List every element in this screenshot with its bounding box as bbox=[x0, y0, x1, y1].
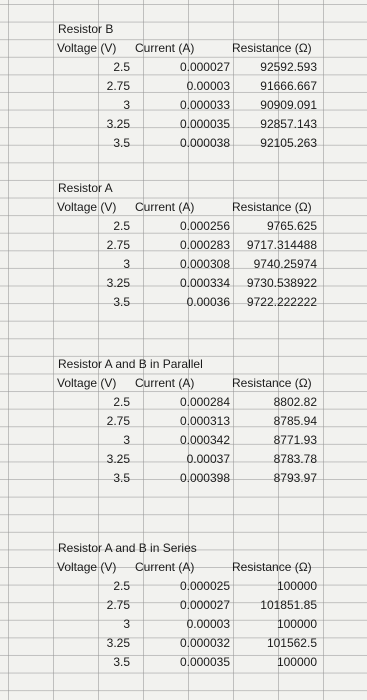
table-row bbox=[0, 274, 367, 293]
current-cell[interactable]: 0.00036 bbox=[186, 295, 230, 309]
current-cell[interactable]: 0.000313 bbox=[179, 414, 230, 428]
resistance-cell[interactable]: 8783.78 bbox=[273, 452, 317, 466]
current-cell[interactable]: 0.000033 bbox=[179, 98, 230, 112]
table-row bbox=[0, 217, 367, 236]
table-title[interactable]: Resistor A and B in Parallel bbox=[58, 357, 203, 371]
current-cell[interactable]: 0.000035 bbox=[179, 655, 230, 669]
header-voltage[interactable]: Voltage (V) bbox=[57, 200, 117, 214]
resistance-cell[interactable]: 100000 bbox=[276, 655, 317, 669]
current-cell[interactable]: 0.000038 bbox=[179, 136, 230, 150]
table-row bbox=[0, 615, 367, 634]
voltage-cell[interactable]: 3.5 bbox=[113, 655, 130, 669]
current-cell[interactable]: 0.000027 bbox=[179, 598, 230, 612]
table-row bbox=[0, 393, 367, 412]
table-row bbox=[0, 469, 367, 488]
voltage-cell[interactable]: 3.25 bbox=[106, 452, 130, 466]
header-current[interactable]: Current (A) bbox=[135, 560, 195, 574]
resistance-cell[interactable]: 101562.5 bbox=[266, 636, 317, 650]
table-row bbox=[0, 134, 367, 153]
header-resistance[interactable]: Resistance (Ω) bbox=[232, 376, 312, 390]
header-resistance[interactable]: Resistance (Ω) bbox=[232, 200, 312, 214]
table-row bbox=[0, 431, 367, 450]
voltage-cell[interactable]: 3.5 bbox=[113, 471, 130, 485]
voltage-cell[interactable]: 2.5 bbox=[113, 395, 130, 409]
voltage-cell[interactable]: 3 bbox=[123, 257, 130, 271]
voltage-cell[interactable]: 2.5 bbox=[113, 579, 130, 593]
table-row bbox=[0, 255, 367, 274]
resistance-cell[interactable]: 91666.667 bbox=[260, 79, 317, 93]
current-cell[interactable]: 0.000284 bbox=[179, 395, 230, 409]
table-title[interactable]: Resistor B bbox=[58, 22, 114, 36]
header-resistance[interactable]: Resistance (Ω) bbox=[232, 41, 312, 55]
table-row bbox=[0, 577, 367, 596]
current-cell[interactable]: 0.00003 bbox=[186, 79, 230, 93]
resistance-cell[interactable]: 8785.94 bbox=[273, 414, 317, 428]
resistance-cell[interactable]: 9765.625 bbox=[266, 219, 317, 233]
voltage-cell[interactable]: 3 bbox=[123, 433, 130, 447]
table-row bbox=[0, 115, 367, 134]
voltage-cell[interactable]: 3 bbox=[123, 98, 130, 112]
resistance-cell[interactable]: 100000 bbox=[276, 617, 317, 631]
voltage-cell[interactable]: 3 bbox=[123, 617, 130, 631]
table-row bbox=[0, 450, 367, 469]
current-cell[interactable]: 0.00037 bbox=[186, 452, 230, 466]
voltage-cell[interactable]: 2.75 bbox=[106, 598, 130, 612]
table-row bbox=[0, 58, 367, 77]
current-cell[interactable]: 0.000032 bbox=[179, 636, 230, 650]
table-row bbox=[0, 412, 367, 431]
voltage-cell[interactable]: 3.25 bbox=[106, 276, 130, 290]
voltage-cell[interactable]: 2.5 bbox=[113, 60, 130, 74]
table-row bbox=[0, 596, 367, 615]
header-current[interactable]: Current (A) bbox=[135, 200, 195, 214]
current-cell[interactable]: 0.000283 bbox=[179, 238, 230, 252]
table-row bbox=[0, 634, 367, 653]
voltage-cell[interactable]: 2.5 bbox=[113, 219, 130, 233]
resistance-cell[interactable]: 100000 bbox=[276, 579, 317, 593]
voltage-cell[interactable]: 2.75 bbox=[106, 414, 130, 428]
resistance-cell[interactable]: 8793.97 bbox=[273, 471, 317, 485]
resistance-cell[interactable]: 9730.538922 bbox=[246, 276, 317, 290]
table-resistor-b bbox=[0, 20, 367, 153]
table-title[interactable]: Resistor A bbox=[58, 181, 113, 195]
voltage-cell[interactable]: 2.75 bbox=[106, 238, 130, 252]
resistance-cell[interactable]: 101851.85 bbox=[260, 598, 317, 612]
resistance-cell[interactable]: 92592.593 bbox=[260, 60, 317, 74]
resistance-cell[interactable]: 8771.93 bbox=[273, 433, 317, 447]
header-resistance[interactable]: Resistance (Ω) bbox=[232, 560, 312, 574]
resistance-cell[interactable]: 9722.222222 bbox=[246, 295, 317, 309]
table-row bbox=[0, 96, 367, 115]
resistance-cell[interactable]: 8802.82 bbox=[273, 395, 317, 409]
table-row bbox=[0, 293, 367, 312]
table-row bbox=[0, 653, 367, 672]
table-title[interactable]: Resistor A and B in Series bbox=[58, 541, 197, 555]
current-cell[interactable]: 0.000334 bbox=[179, 276, 230, 290]
resistance-cell[interactable]: 9717.314488 bbox=[246, 238, 317, 252]
table-series bbox=[0, 539, 367, 672]
header-voltage[interactable]: Voltage (V) bbox=[57, 560, 117, 574]
table-row bbox=[0, 77, 367, 96]
current-cell[interactable]: 0.000308 bbox=[179, 257, 230, 271]
table-parallel bbox=[0, 355, 367, 488]
current-cell[interactable]: 0.000025 bbox=[179, 579, 230, 593]
resistance-cell[interactable]: 90909.091 bbox=[260, 98, 317, 112]
header-voltage[interactable]: Voltage (V) bbox=[57, 41, 117, 55]
current-cell[interactable]: 0.000398 bbox=[179, 471, 230, 485]
resistance-cell[interactable]: 92857.143 bbox=[260, 117, 317, 131]
current-cell[interactable]: 0.000342 bbox=[179, 433, 230, 447]
voltage-cell[interactable]: 3.25 bbox=[106, 636, 130, 650]
table-row bbox=[0, 236, 367, 255]
header-current[interactable]: Current (A) bbox=[135, 376, 195, 390]
header-voltage[interactable]: Voltage (V) bbox=[57, 376, 117, 390]
current-cell[interactable]: 0.000035 bbox=[179, 117, 230, 131]
current-cell[interactable]: 0.000027 bbox=[179, 60, 230, 74]
current-cell[interactable]: 0.00003 bbox=[186, 617, 230, 631]
voltage-cell[interactable]: 3.5 bbox=[113, 295, 130, 309]
header-current[interactable]: Current (A) bbox=[135, 41, 195, 55]
table-resistor-a bbox=[0, 179, 367, 312]
current-cell[interactable]: 0.000256 bbox=[179, 219, 230, 233]
voltage-cell[interactable]: 2.75 bbox=[106, 79, 130, 93]
voltage-cell[interactable]: 3.25 bbox=[106, 117, 130, 131]
resistance-cell[interactable]: 92105.263 bbox=[260, 136, 317, 150]
voltage-cell[interactable]: 3.5 bbox=[113, 136, 130, 150]
resistance-cell[interactable]: 9740.25974 bbox=[253, 257, 317, 271]
